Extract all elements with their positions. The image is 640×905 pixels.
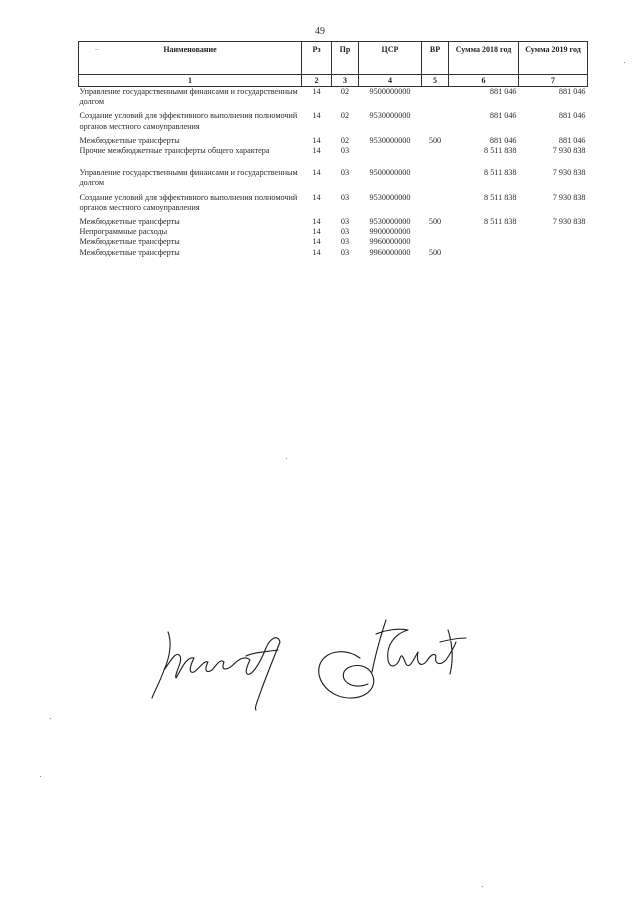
signature-right-loop <box>319 652 374 698</box>
row-name: Межбюджетные трансферты <box>79 217 180 227</box>
row-csr: 9530000000 <box>369 135 411 145</box>
row-rz: 14 <box>312 111 321 121</box>
row-name: Создание условий для эффективного выполнения полномочий органов местного самоуправления <box>79 111 298 131</box>
row-pr: 03 <box>340 247 350 257</box>
page-number: 49 <box>315 26 325 37</box>
row-sum-2018: 881 046 <box>489 111 517 121</box>
row-pr: 03 <box>340 192 350 202</box>
row-name: Межбюджетные трансферты <box>79 247 180 257</box>
column-number-row <box>79 75 588 87</box>
row-pr: 03 <box>340 237 350 247</box>
row-pr: 03 <box>340 146 350 156</box>
table-row <box>79 217 588 227</box>
row-vr: 500 <box>428 217 442 227</box>
signature-left <box>152 632 280 710</box>
row-pr: 02 <box>340 111 350 121</box>
row-vr <box>422 111 449 135</box>
row-sum-2018 <box>449 237 519 247</box>
row-name: Межбюджетные трансферты <box>79 135 180 145</box>
row-sum-2019: 881 046 <box>558 87 586 96</box>
row-pr: 03 <box>340 217 350 227</box>
table-row <box>79 87 588 112</box>
row-csr: 9960000000 <box>369 247 411 257</box>
row-sum-2018: 8 511 838 <box>484 192 517 202</box>
row-sum-2019: 7 930 838 <box>552 168 586 178</box>
row-rz: 14 <box>312 227 321 237</box>
row-sum-2018: 8 511 838 <box>484 168 517 178</box>
row-pr: 03 <box>340 168 350 178</box>
header-sum-2018: Сумма 2018 год <box>449 42 519 75</box>
row-name: Прочие межбюджетные трансферты общего характера <box>79 146 270 156</box>
row-name: Создание условий для эффективного выполнения полномочий органов местного самоуправления <box>79 192 298 212</box>
row-csr: 9530000000 <box>369 217 411 227</box>
table-row <box>79 146 588 168</box>
header-marker: .. <box>95 43 99 52</box>
colnum-3: 3 <box>332 75 359 87</box>
row-vr: 500 <box>428 135 442 145</box>
row-csr: 9900000000 <box>369 227 411 237</box>
scan-speck <box>40 776 41 777</box>
row-sum-2018: 881 046 <box>489 135 517 145</box>
row-sum-2018: 8 511 838 <box>484 217 517 227</box>
row-sum-2019: 881 046 <box>558 135 586 145</box>
row-rz: 14 <box>312 192 321 202</box>
row-pr: 03 <box>340 227 350 237</box>
row-vr <box>422 227 449 237</box>
colnum-6: 6 <box>449 75 519 87</box>
row-name: Управление государственными финансами и государственным долгом <box>79 168 298 188</box>
row-sum-2019 <box>519 248 588 258</box>
table-row <box>79 227 588 237</box>
table-row <box>79 248 588 258</box>
table-row <box>79 168 588 192</box>
header-csr: ЦСР <box>359 42 422 75</box>
header-name: .. Наименование <box>79 42 302 75</box>
row-csr: 9500000000 <box>369 87 411 96</box>
row-sum-2019 <box>519 227 588 237</box>
row-csr: 9530000000 <box>369 111 411 121</box>
table-row <box>79 111 588 135</box>
row-sum-2019: 7 930 838 <box>552 146 586 156</box>
header-sum-2019: Сумма 2019 год <box>519 42 588 75</box>
row-vr <box>422 168 449 192</box>
row-pr: 02 <box>340 135 350 145</box>
row-sum-2018: 8 511 838 <box>484 146 517 156</box>
scan-speck <box>482 886 483 887</box>
row-vr <box>422 193 449 217</box>
row-sum-2019: 7 930 838 <box>552 217 586 227</box>
row-rz: 14 <box>312 135 321 145</box>
header-pr: Пр <box>332 42 359 75</box>
row-rz: 14 <box>312 247 321 257</box>
row-sum-2019 <box>519 237 588 247</box>
budget-table <box>78 41 588 258</box>
scan-speck <box>50 718 51 719</box>
scan-speck <box>286 458 287 459</box>
row-csr: 9500000000 <box>369 168 411 178</box>
row-vr <box>422 237 449 247</box>
row-csr: 9960000000 <box>369 237 411 247</box>
row-sum-2019: 7 930 838 <box>552 192 586 202</box>
colnum-4: 4 <box>359 75 422 87</box>
row-rz: 14 <box>312 146 321 156</box>
header-row <box>79 42 588 75</box>
row-name: Управление государственными финансами и государственным долгом <box>79 87 298 107</box>
row-csr <box>359 146 422 168</box>
row-rz: 14 <box>312 168 321 178</box>
table-row <box>79 237 588 247</box>
table-row <box>79 193 588 217</box>
table-row <box>79 136 588 146</box>
row-rz: 14 <box>312 217 321 227</box>
scan-speck <box>624 62 625 63</box>
colnum-7: 7 <box>519 75 588 87</box>
row-rz: 14 <box>312 87 321 96</box>
header-vr: ВР <box>422 42 449 75</box>
colnum-1: 1 <box>79 75 302 87</box>
row-vr <box>422 146 449 168</box>
row-pr: 02 <box>340 87 350 96</box>
row-sum-2018 <box>449 227 519 237</box>
signature-right <box>372 620 466 674</box>
row-sum-2019: 881 046 <box>558 111 586 121</box>
row-csr: 9530000000 <box>369 192 411 202</box>
header-rz: Рз <box>302 42 332 75</box>
row-sum-2018 <box>449 248 519 258</box>
colnum-5: 5 <box>422 75 449 87</box>
row-name: Непрограммные расходы <box>79 227 168 237</box>
row-rz: 14 <box>312 237 321 247</box>
handwritten-signatures <box>150 612 470 722</box>
row-vr <box>422 87 449 112</box>
colnum-2: 2 <box>302 75 332 87</box>
row-sum-2018: 881 046 <box>489 87 517 96</box>
row-vr: 500 <box>428 247 442 257</box>
row-name: Межбюджетные трансферты <box>79 237 180 247</box>
